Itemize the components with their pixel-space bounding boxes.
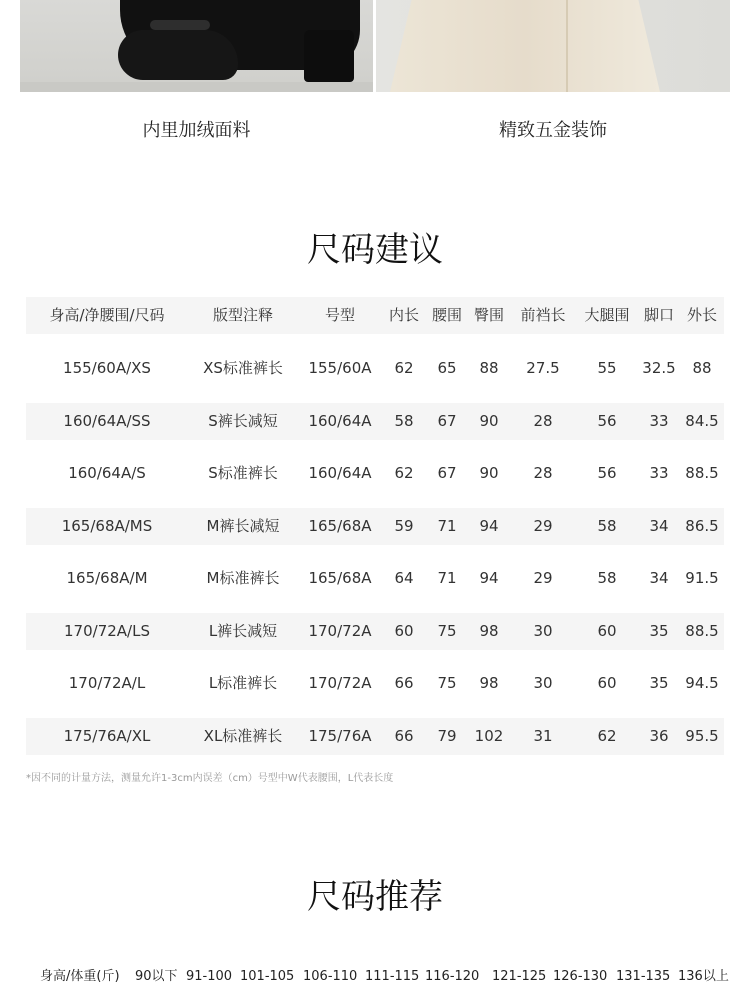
table-row xyxy=(26,665,724,702)
table-cell: 60 xyxy=(597,674,617,692)
table-cell: 94.5 xyxy=(685,674,719,692)
caption-lining: 内里加绒面料 xyxy=(142,120,251,141)
weight-range-label: 101-105 xyxy=(240,969,295,984)
table-cell: 75 xyxy=(437,621,457,640)
table-cell: M标准裤长 xyxy=(206,569,280,587)
table-cell: 165/68A/M xyxy=(66,569,148,587)
table-cell: 88.5 xyxy=(685,464,719,482)
table-row xyxy=(26,560,724,597)
table-cell: 155/60A xyxy=(308,359,372,377)
header-cell: 身高/净腰围/尺码 xyxy=(49,306,165,324)
header-cell: 号型 xyxy=(324,306,355,324)
measurement-footnote: *因不同的计量方法，测量允许1-3cm内误差（cm）号型中W代表腰围，L代表长度 xyxy=(26,773,394,784)
table-cell: 29 xyxy=(533,516,553,535)
header-cell: 脚口 xyxy=(643,306,674,324)
table-cell: 58 xyxy=(394,411,414,430)
table-cell: 170/72A xyxy=(308,674,372,692)
weight-range-label: 91-100 xyxy=(186,969,233,984)
table-cell: 64 xyxy=(394,569,414,587)
table-cell: 98 xyxy=(479,621,499,640)
weight-range-label: 136以上 xyxy=(678,969,729,984)
row-gap xyxy=(26,597,724,613)
table-cell: 98 xyxy=(479,674,499,692)
header-cell: 腰围 xyxy=(431,306,462,324)
table-cell: 67 xyxy=(437,411,457,430)
table-row xyxy=(26,508,724,545)
header-spacer xyxy=(26,334,724,350)
table-cell: 175/76A xyxy=(308,726,372,745)
table-row xyxy=(26,403,724,440)
size-suggestion-title: 尺码建议 xyxy=(307,230,443,270)
table-cell: 35 xyxy=(649,621,669,640)
table-cell: 34 xyxy=(649,569,669,587)
table-cell: 71 xyxy=(437,516,457,535)
header-cell: 外长 xyxy=(686,306,717,324)
table-cell: 90 xyxy=(479,464,499,482)
table-cell: XL标准裤长 xyxy=(203,726,283,745)
row-gap xyxy=(26,702,724,718)
table-cell: 58 xyxy=(597,569,617,587)
table-cell: 170/72A/L xyxy=(68,674,146,692)
table-cell: S裤长减短 xyxy=(208,411,278,430)
table-cell: 170/72A/LS xyxy=(64,621,150,640)
table-body xyxy=(26,350,724,755)
table-cell: 160/64A xyxy=(308,411,372,430)
fabric-photo xyxy=(376,0,730,92)
table-cell: 56 xyxy=(597,464,617,482)
table-header-row xyxy=(26,297,724,334)
size-table xyxy=(26,297,724,755)
weight-range-label: 111-115 xyxy=(365,969,420,984)
table-cell: 36 xyxy=(649,726,669,745)
table-cell: 86.5 xyxy=(685,516,719,535)
table-cell: 84.5 xyxy=(685,411,719,430)
table-cell: 60 xyxy=(597,621,617,640)
table-cell: 34 xyxy=(649,516,669,535)
table-row xyxy=(26,350,724,387)
table-cell: 88.5 xyxy=(685,621,719,640)
table-cell: 55 xyxy=(597,359,617,377)
table-cell: 35 xyxy=(649,674,669,692)
weight-range-label: 116-120 xyxy=(425,969,480,984)
table-cell: 165/68A xyxy=(308,569,372,587)
table-cell: 60 xyxy=(394,621,414,640)
table-cell: 95.5 xyxy=(685,726,719,745)
table-cell: 71 xyxy=(437,569,457,587)
photo-floor xyxy=(20,82,373,92)
table-row xyxy=(26,455,724,492)
table-cell: 62 xyxy=(597,726,617,745)
table-cell: 59 xyxy=(394,516,414,535)
boot-toe xyxy=(118,30,238,80)
table-cell: 102 xyxy=(474,726,504,745)
table-cell: 170/72A xyxy=(308,621,372,640)
table-cell: XS标准裤长 xyxy=(203,359,283,377)
table-cell: 62 xyxy=(394,359,414,377)
table-cell: 67 xyxy=(437,464,457,482)
table-cell: 28 xyxy=(533,411,553,430)
weight-range-label: 131-135 xyxy=(616,969,671,984)
row-gap xyxy=(26,387,724,403)
table-cell: 75 xyxy=(437,674,457,692)
table-cell: 31 xyxy=(533,726,553,745)
table-cell: L标准裤长 xyxy=(208,674,278,692)
table-cell: 56 xyxy=(597,411,617,430)
recommend-header-label: 身高/体重(斤) xyxy=(40,969,120,984)
table-cell: 160/64A/SS xyxy=(63,411,151,430)
table-cell: 30 xyxy=(533,621,553,640)
row-gap xyxy=(26,650,724,666)
header-cell: 前裆长 xyxy=(520,306,566,324)
row-gap xyxy=(26,545,724,561)
table-cell: 62 xyxy=(394,464,414,482)
table-cell: 33 xyxy=(649,411,669,430)
table-cell: 165/68A xyxy=(308,516,372,535)
row-gap xyxy=(26,492,724,508)
weight-range-label: 106-110 xyxy=(303,969,358,984)
table-cell: 94 xyxy=(479,516,499,535)
table-cell: 94 xyxy=(479,569,499,587)
table-cell: S标准裤长 xyxy=(208,464,278,482)
table-cell: 33 xyxy=(649,464,669,482)
table-cell: L裤长减短 xyxy=(208,621,278,640)
caption-hardware: 精致五金装饰 xyxy=(499,120,607,141)
table-cell: M裤长减短 xyxy=(206,516,280,535)
table-cell: 27.5 xyxy=(526,359,560,377)
table-cell: 165/68A/MS xyxy=(61,516,153,535)
table-cell: 32.5 xyxy=(642,359,676,377)
weight-range-label: 126-130 xyxy=(553,969,608,984)
header-cell: 内长 xyxy=(388,306,419,324)
boot-photo xyxy=(20,0,373,92)
header-cell: 大腿围 xyxy=(584,306,630,324)
table-cell: 175/76A/XL xyxy=(63,726,151,745)
table-cell: 160/64A/S xyxy=(68,464,146,482)
boot-shine xyxy=(150,20,210,30)
fabric-seam xyxy=(566,0,568,92)
table-cell: 88 xyxy=(692,359,712,377)
table-cell: 30 xyxy=(533,674,553,692)
header-cell: 臀围 xyxy=(473,306,504,324)
header-cell: 版型注释 xyxy=(212,306,273,324)
table-cell: 28 xyxy=(533,464,553,482)
table-cell: 91.5 xyxy=(685,569,719,587)
table-cell: 90 xyxy=(479,411,499,430)
table-cell: 58 xyxy=(597,516,617,535)
table-cell: 29 xyxy=(533,569,553,587)
size-recommend-title: 尺码推荐 xyxy=(307,877,443,917)
weight-range-label: 90以下 xyxy=(135,969,178,984)
table-cell: 88 xyxy=(479,359,499,377)
weight-range-label: 121-125 xyxy=(492,969,547,984)
table-cell: 66 xyxy=(394,674,414,692)
boot-heel xyxy=(304,30,354,82)
table-cell: 79 xyxy=(437,726,457,745)
table-cell: 160/64A xyxy=(308,464,372,482)
table-cell: 65 xyxy=(437,359,457,377)
row-gap xyxy=(26,440,724,456)
table-cell: 66 xyxy=(394,726,414,745)
table-row xyxy=(26,613,724,650)
fabric-shape xyxy=(390,0,660,92)
recommend-header-row xyxy=(40,966,740,988)
table-row xyxy=(26,718,724,755)
table-cell: 155/60A/XS xyxy=(63,359,151,377)
